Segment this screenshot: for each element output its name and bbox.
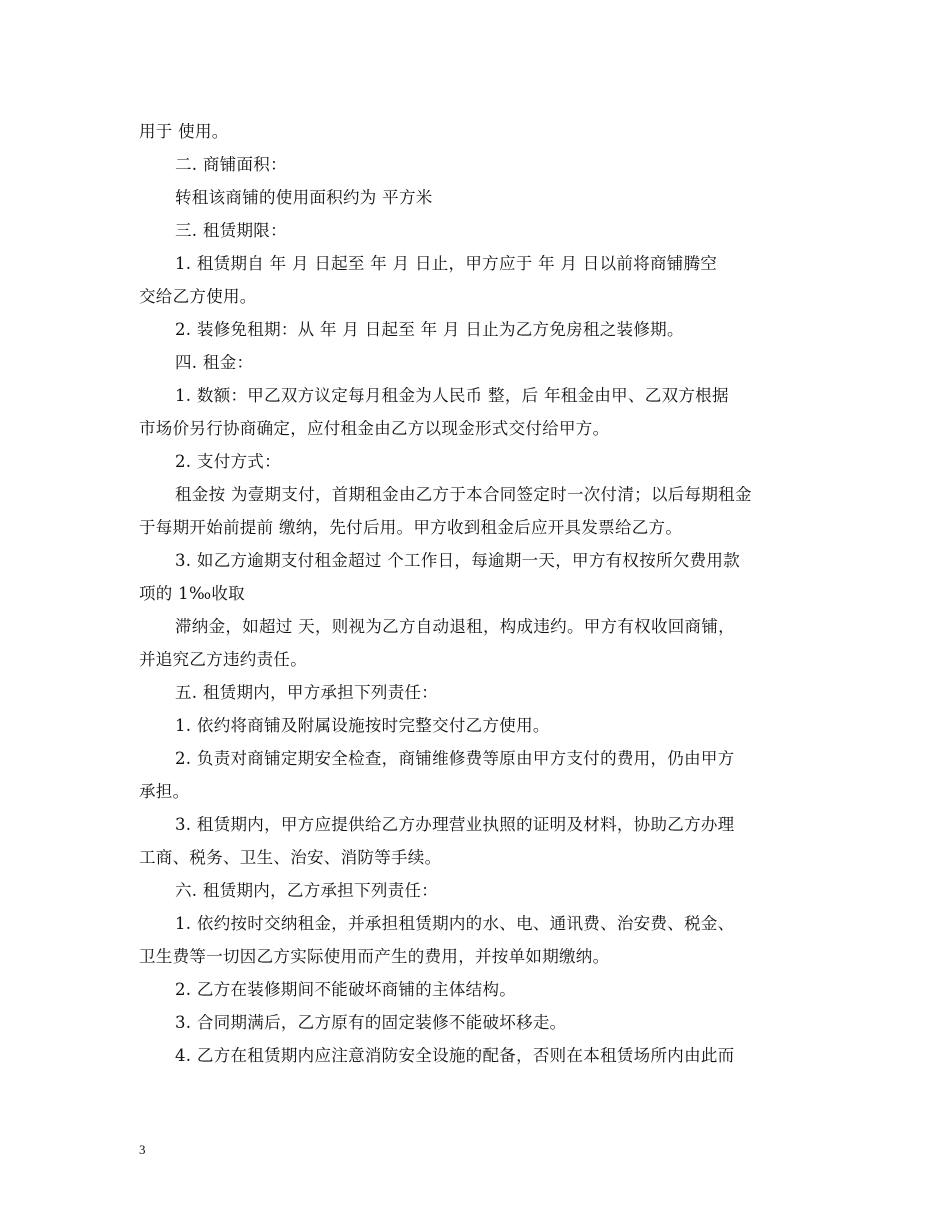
text-line: 1. 租赁期自 年 月 日起至 年 月 日止，甲方应于 年 月 日以前将商铺腾空 — [175, 254, 718, 273]
text-line: 3. 如乙方逾期支付租金超过 个工作日，每逾期一天，甲方有权按所欠费用款 — [175, 551, 741, 570]
section-heading: 三. 租赁期限： — [175, 221, 287, 240]
text-line: 承担。 — [139, 782, 190, 801]
text-line: 租金按 为壹期支付，首期租金由乙方于本合同签定时一次付清；以后每期租金 — [175, 485, 752, 504]
text-line: 2. 装修免租期：从 年 月 日起至 年 月 日止为乙方免房租之装修期。 — [175, 320, 684, 339]
text-line: 项的 1‰收取 — [139, 584, 245, 603]
text-line: 1. 依约将商铺及附属设施按时完整交付乙方使用。 — [175, 716, 550, 735]
section-heading: 五. 租赁期内，甲方承担下列责任： — [175, 683, 439, 702]
text-line: 2. 负责对商铺定期安全检查，商铺维修费等原由甲方支付的费用，仍由甲方 — [175, 749, 735, 768]
text-line: 转租该商铺的使用面积约为 平方米 — [175, 188, 433, 207]
section-heading: 四. 租金： — [175, 353, 254, 372]
section-heading: 六. 租赁期内，乙方承担下列责任： — [175, 881, 439, 900]
text-line: 交给乙方使用。 — [139, 287, 257, 306]
text-line: 1. 依约按时交纳租金，并承担租赁期内的水、电、通讯费、治安费、税金、 — [175, 914, 735, 933]
text-line: 于每期开始前提前 缴纳，先付后用。甲方收到租金后应开具发票给乙方。 — [139, 518, 683, 537]
text-line: 2. 乙方在装修期间不能破坏商铺的主体结构。 — [175, 980, 517, 999]
text-line: 卫生费等一切因乙方实际使用而产生的费用，并按单如期缴纳。 — [139, 947, 610, 966]
text-line: 市场价另行协商确定，应付租金由乙方以现金形式交付给甲方。 — [139, 419, 610, 438]
text-line: 工商、税务、卫生、治安、消防等手续。 — [139, 848, 442, 867]
section-heading: 二. 商铺面积： — [175, 155, 287, 174]
text-line: 3. 租赁期内，甲方应提供给乙方办理营业执照的证明及材料，协助乙方办理 — [175, 815, 735, 834]
text-line: 2. 支付方式： — [175, 452, 281, 471]
text-line: 1. 数额：甲乙双方议定每月租金为人民币 整，后 年租金由甲、乙双方根据 — [175, 386, 729, 405]
text-line: 4. 乙方在租赁期内应注意消防安全设施的配备，否则在本租赁场所内由此而 — [175, 1046, 735, 1065]
text-line: 用于 使用。 — [139, 122, 229, 141]
text-line: 滞纳金，如超过 天，则视为乙方自动退租，构成违约。甲方有权收回商铺， — [175, 617, 735, 636]
page-number: 3 — [139, 1142, 146, 1157]
text-line: 并追究乙方违约责任。 — [139, 650, 307, 669]
text-line: 3. 合同期满后，乙方原有的固定装修不能破坏移走。 — [175, 1013, 567, 1032]
